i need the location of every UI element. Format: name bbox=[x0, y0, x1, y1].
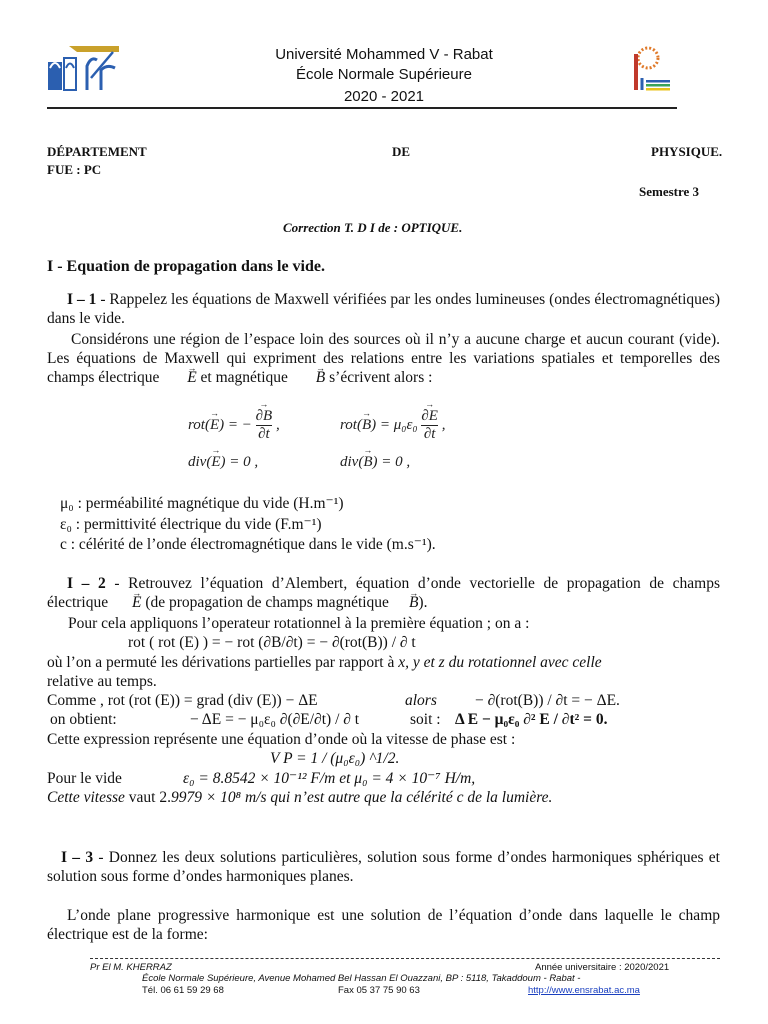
def-mu0: μ₀ : perméabilité magnétique du vide (H.m⁻¹) bbox=[60, 495, 344, 512]
label-vide: Pour le vide bbox=[47, 770, 122, 787]
equation-grad-div: Comme , rot (rot (E)) = grad (div (E)) − ΔE bbox=[47, 692, 318, 709]
department-name: PHYSIQUE. bbox=[651, 144, 723, 159]
footer-fax: Fax 05 37 75 90 63 bbox=[338, 985, 420, 996]
paragraph-permutation: où l’on a permuté les dérivations partielles par rapport à x, y et z du rotationnel avec celle bbox=[47, 654, 602, 671]
label-soit: soit : bbox=[410, 711, 441, 728]
label-on-obtient: on obtient: bbox=[50, 711, 117, 728]
department-label: DÉPARTEMENT bbox=[47, 144, 147, 159]
maxwell-rot-b: rot(→ B) = μ₀ε₀ → $\frac{\partial E}{\partial t}$ , bbox=[340, 408, 445, 443]
section-heading: I - Equation de propagation dans le vide. bbox=[47, 258, 325, 275]
equation-vp: V P = 1 / (μ₀ε₀) ^1/2. bbox=[270, 750, 400, 767]
equation-rot-rot: rot ( rot (E) ) = − rot (∂B/∂t) = − ∂(rot(B)) / ∂ t bbox=[128, 634, 416, 651]
footer-tel: Tél. 06 61 59 29 68 bbox=[142, 985, 224, 996]
paragraph-maxwell-intro: Considérons une région de l’espace loin des sources où il n’y a aucune charge et aucun courant (vide). Les équations de Maxwell qui expriment des relations entre les variations spatiales et temporelles des champs électrique → E et magnétique → B s’écrivent alors : bbox=[47, 330, 720, 387]
academic-year: 2020 - 2021 bbox=[343, 88, 425, 105]
question-1: I – 1 - Rappelez les équations de Maxwell vérifiées par les ondes lumineuses (ondes électromagnétiques) dans le vide. bbox=[47, 291, 720, 327]
def-eps0: ε₀ : permittivité électrique du vide (F.m⁻¹) bbox=[60, 516, 322, 533]
constants-values: ε₀ = 8.8542 × 10⁻¹² F/m et μ₀ = 4 × 10⁻⁷ H/m, bbox=[183, 770, 476, 787]
footer-author: Pr El M. KHERRAZ bbox=[90, 962, 172, 973]
word-alors: alors bbox=[405, 692, 437, 709]
paragraph-rot-intro: Pour cela appliquons l’operateur rotationnel à la première équation ; on a : bbox=[68, 615, 530, 632]
question-3: I – 3 - Donnez les deux solutions particulières, solution sous forme d’ondes harmoniques sphériques et solution sous forme d’ondes harmoniques planes. bbox=[47, 849, 720, 885]
paragraph-phase-velocity: Cette expression représente une équation d’onde où la vitesse de phase est : bbox=[47, 731, 516, 748]
university-name: Université Mohammed V - Rabat bbox=[275, 46, 493, 63]
header-rule bbox=[47, 107, 677, 109]
department-de: DE bbox=[392, 144, 411, 159]
school-name: École Normale Supérieure bbox=[296, 66, 472, 83]
maxwell-div-b: div(→ B) = 0 , bbox=[340, 454, 410, 471]
document-title: Correction T. D I de : OPTIQUE. bbox=[283, 220, 463, 235]
paragraph-speed-of-light: Cette vitesse vaut 2.9979 × 10⁸ m/s qui n’est autre que la célérité c de la lumière. bbox=[47, 789, 553, 806]
footer-academic-year: Année universitaire : 2020/2021 bbox=[535, 962, 670, 973]
semester-label: Semestre 3 bbox=[639, 184, 700, 199]
equation-obtained: − ΔE = − μ₀ε₀ ∂(∂E/∂t) / ∂ t bbox=[190, 711, 360, 728]
maxwell-div-e: div(→ E) = 0 , bbox=[188, 454, 258, 471]
fue-label: FUE : PC bbox=[47, 162, 102, 177]
def-c: c : célérité de l’onde électromagnétique dans le vide (m.s⁻¹). bbox=[60, 536, 436, 553]
paragraph-time: relative au temps. bbox=[47, 673, 157, 690]
paragraph-plane-wave: L’onde plane progressive harmonique est une solution de l’équation d’onde dans laquelle le champ électrique est de la forme: bbox=[47, 907, 720, 943]
equation-laplacian: − ∂(rot(B)) / ∂t = − ΔE. bbox=[475, 692, 620, 709]
footer-rule bbox=[90, 958, 720, 959]
question-2: I – 2 - Retrouvez l’équation d’Alembert, équation d’onde vectorielle de propagation de champs électrique → E (de propagation de champs magnétique→ B). bbox=[47, 574, 720, 612]
footer-address: École Normale Supérieure, Avenue Mohamed Bel Hassan El Ouazzani, BP : 5118, Takaddoum - Rabat - bbox=[142, 973, 581, 984]
equation-dalembert: Δ E − μ₀ε₀ ∂² E / ∂t² = 0. bbox=[455, 711, 608, 728]
footer-website-link[interactable]: http://www.ensrabat.ac.ma bbox=[528, 985, 640, 996]
maxwell-rot-e: rot(→ E) = − → $\frac{\partial B}{\partial t}$ , bbox=[188, 408, 280, 443]
